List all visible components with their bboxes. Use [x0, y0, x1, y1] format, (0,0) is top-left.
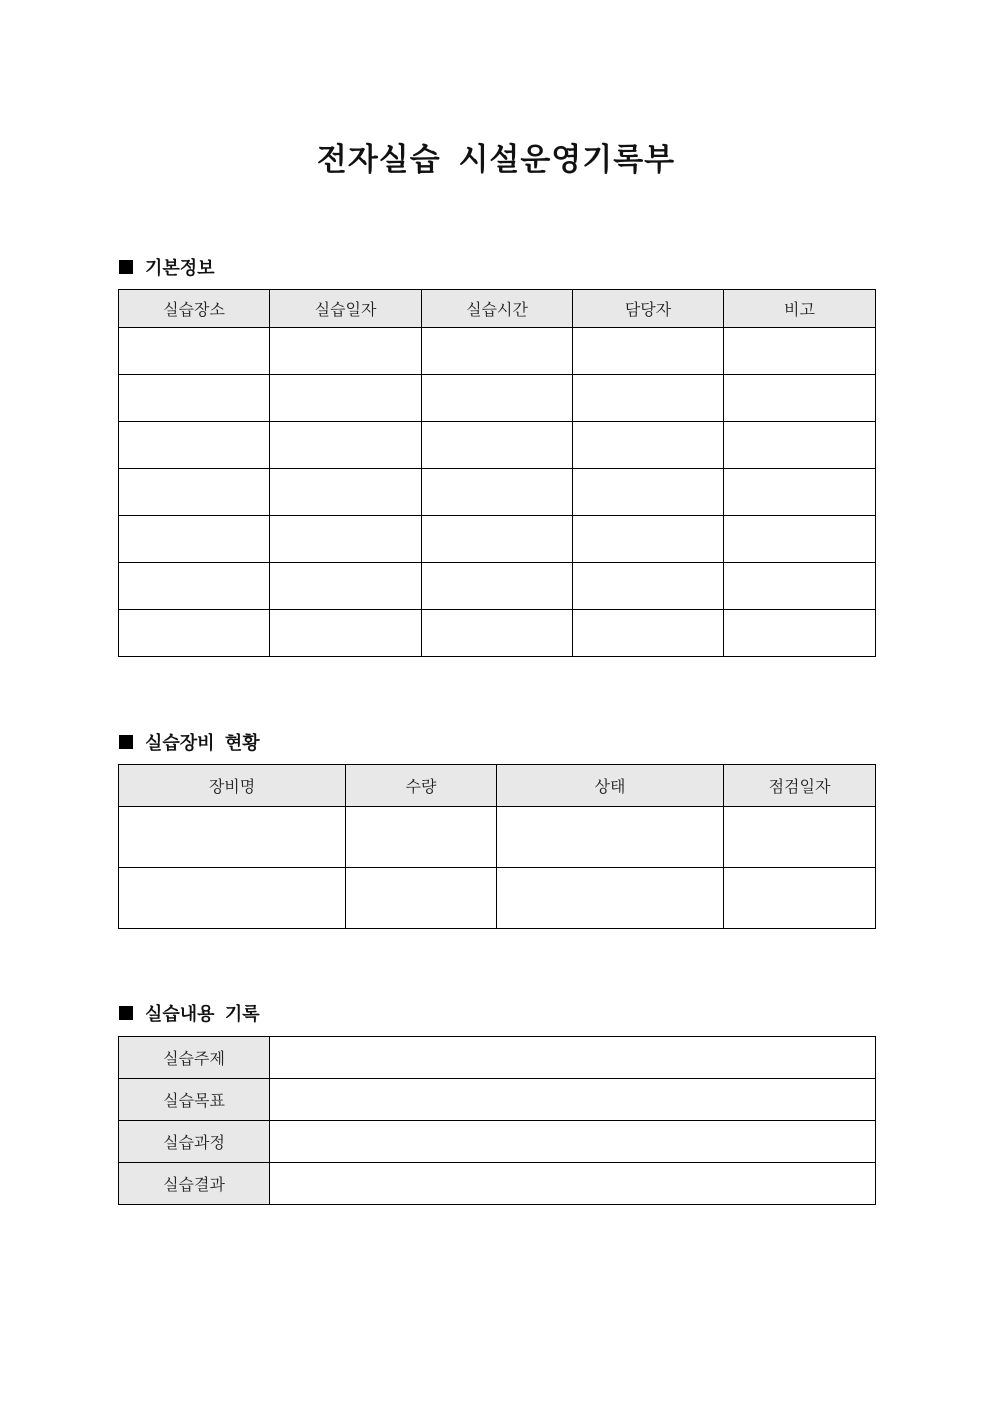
- table-row: [119, 469, 876, 516]
- section-heading-equipment-label: 실습장비 현황: [145, 733, 260, 754]
- table-cell[interactable]: [573, 610, 724, 657]
- table-row: [119, 516, 876, 563]
- table-cell[interactable]: [724, 516, 876, 563]
- column-header-equipment-name: 장비명: [119, 765, 346, 807]
- column-header-inspection-date: 점검일자: [724, 765, 876, 807]
- table-cell[interactable]: [422, 516, 573, 563]
- table-cell[interactable]: [422, 469, 573, 516]
- table-cell[interactable]: [119, 469, 270, 516]
- table-cell[interactable]: [724, 469, 876, 516]
- equipment-table: [118, 764, 876, 929]
- table-cell[interactable]: [497, 807, 724, 868]
- column-header-status: 상태: [497, 765, 724, 807]
- table-row: [119, 1121, 876, 1163]
- table-cell[interactable]: [119, 375, 270, 422]
- table-row: [119, 375, 876, 422]
- table-row: [119, 328, 876, 375]
- column-header-note: 비고: [724, 290, 876, 328]
- table-cell[interactable]: [724, 610, 876, 657]
- table-cell[interactable]: [724, 328, 876, 375]
- table-cell[interactable]: [724, 422, 876, 469]
- square-bullet-icon: [119, 260, 133, 274]
- table-cell[interactable]: [270, 469, 422, 516]
- column-header-manager: 담당자: [573, 290, 724, 328]
- table-cell[interactable]: [119, 563, 270, 610]
- table-row: [119, 563, 876, 610]
- topic-field[interactable]: [270, 1037, 876, 1079]
- table-header-row: [119, 765, 876, 807]
- table-cell[interactable]: [573, 328, 724, 375]
- basic-info-table: [118, 289, 876, 657]
- table-cell[interactable]: [724, 807, 876, 868]
- table-cell[interactable]: [119, 868, 346, 929]
- process-field[interactable]: [270, 1121, 876, 1163]
- section-heading-equipment: [119, 729, 260, 755]
- column-header-time: 실습시간: [422, 290, 573, 328]
- table-row: [119, 422, 876, 469]
- table-cell[interactable]: [422, 375, 573, 422]
- row-label-objective: 실습목표: [119, 1079, 270, 1121]
- table-cell[interactable]: [573, 516, 724, 563]
- table-cell[interactable]: [119, 516, 270, 563]
- square-bullet-icon: [119, 735, 133, 749]
- table-cell[interactable]: [724, 375, 876, 422]
- table-cell[interactable]: [270, 610, 422, 657]
- table-cell[interactable]: [724, 563, 876, 610]
- table-cell[interactable]: [573, 422, 724, 469]
- page-title: 전자실습 시설운영기록부: [316, 142, 676, 178]
- column-header-quantity: 수량: [346, 765, 497, 807]
- section-heading-content-label: 실습내용 기록: [145, 1004, 260, 1025]
- table-row: [119, 807, 876, 868]
- table-cell[interactable]: [270, 422, 422, 469]
- result-field[interactable]: [270, 1163, 876, 1205]
- row-label-process: 실습과정: [119, 1121, 270, 1163]
- table-cell[interactable]: [270, 563, 422, 610]
- table-cell[interactable]: [422, 422, 573, 469]
- table-cell[interactable]: [119, 422, 270, 469]
- objective-field[interactable]: [270, 1079, 876, 1121]
- row-label-result: 실습결과: [119, 1163, 270, 1205]
- table-cell[interactable]: [119, 807, 346, 868]
- table-cell[interactable]: [119, 610, 270, 657]
- table-row: [119, 610, 876, 657]
- table-cell[interactable]: [346, 807, 497, 868]
- table-row: [119, 1163, 876, 1205]
- table-row: [119, 868, 876, 929]
- section-heading-basic-label: 기본정보: [145, 258, 215, 279]
- table-row: [119, 1079, 876, 1121]
- table-row: [119, 1037, 876, 1079]
- table-cell[interactable]: [497, 868, 724, 929]
- column-header-date: 실습일자: [270, 290, 422, 328]
- table-cell[interactable]: [422, 610, 573, 657]
- table-cell[interactable]: [270, 516, 422, 563]
- table-cell[interactable]: [724, 868, 876, 929]
- table-cell[interactable]: [422, 328, 573, 375]
- content-record-table: [118, 1036, 876, 1205]
- table-cell[interactable]: [422, 563, 573, 610]
- table-header-row: [119, 290, 876, 328]
- table-cell[interactable]: [119, 328, 270, 375]
- table-cell[interactable]: [573, 375, 724, 422]
- square-bullet-icon: [119, 1006, 133, 1020]
- column-header-location: 실습장소: [119, 290, 270, 328]
- table-cell[interactable]: [573, 469, 724, 516]
- table-cell[interactable]: [270, 375, 422, 422]
- table-cell[interactable]: [346, 868, 497, 929]
- table-cell[interactable]: [270, 328, 422, 375]
- table-cell[interactable]: [573, 563, 724, 610]
- section-heading-content: [119, 1000, 260, 1026]
- section-heading-basic: [119, 254, 215, 280]
- row-label-topic: 실습주제: [119, 1037, 270, 1079]
